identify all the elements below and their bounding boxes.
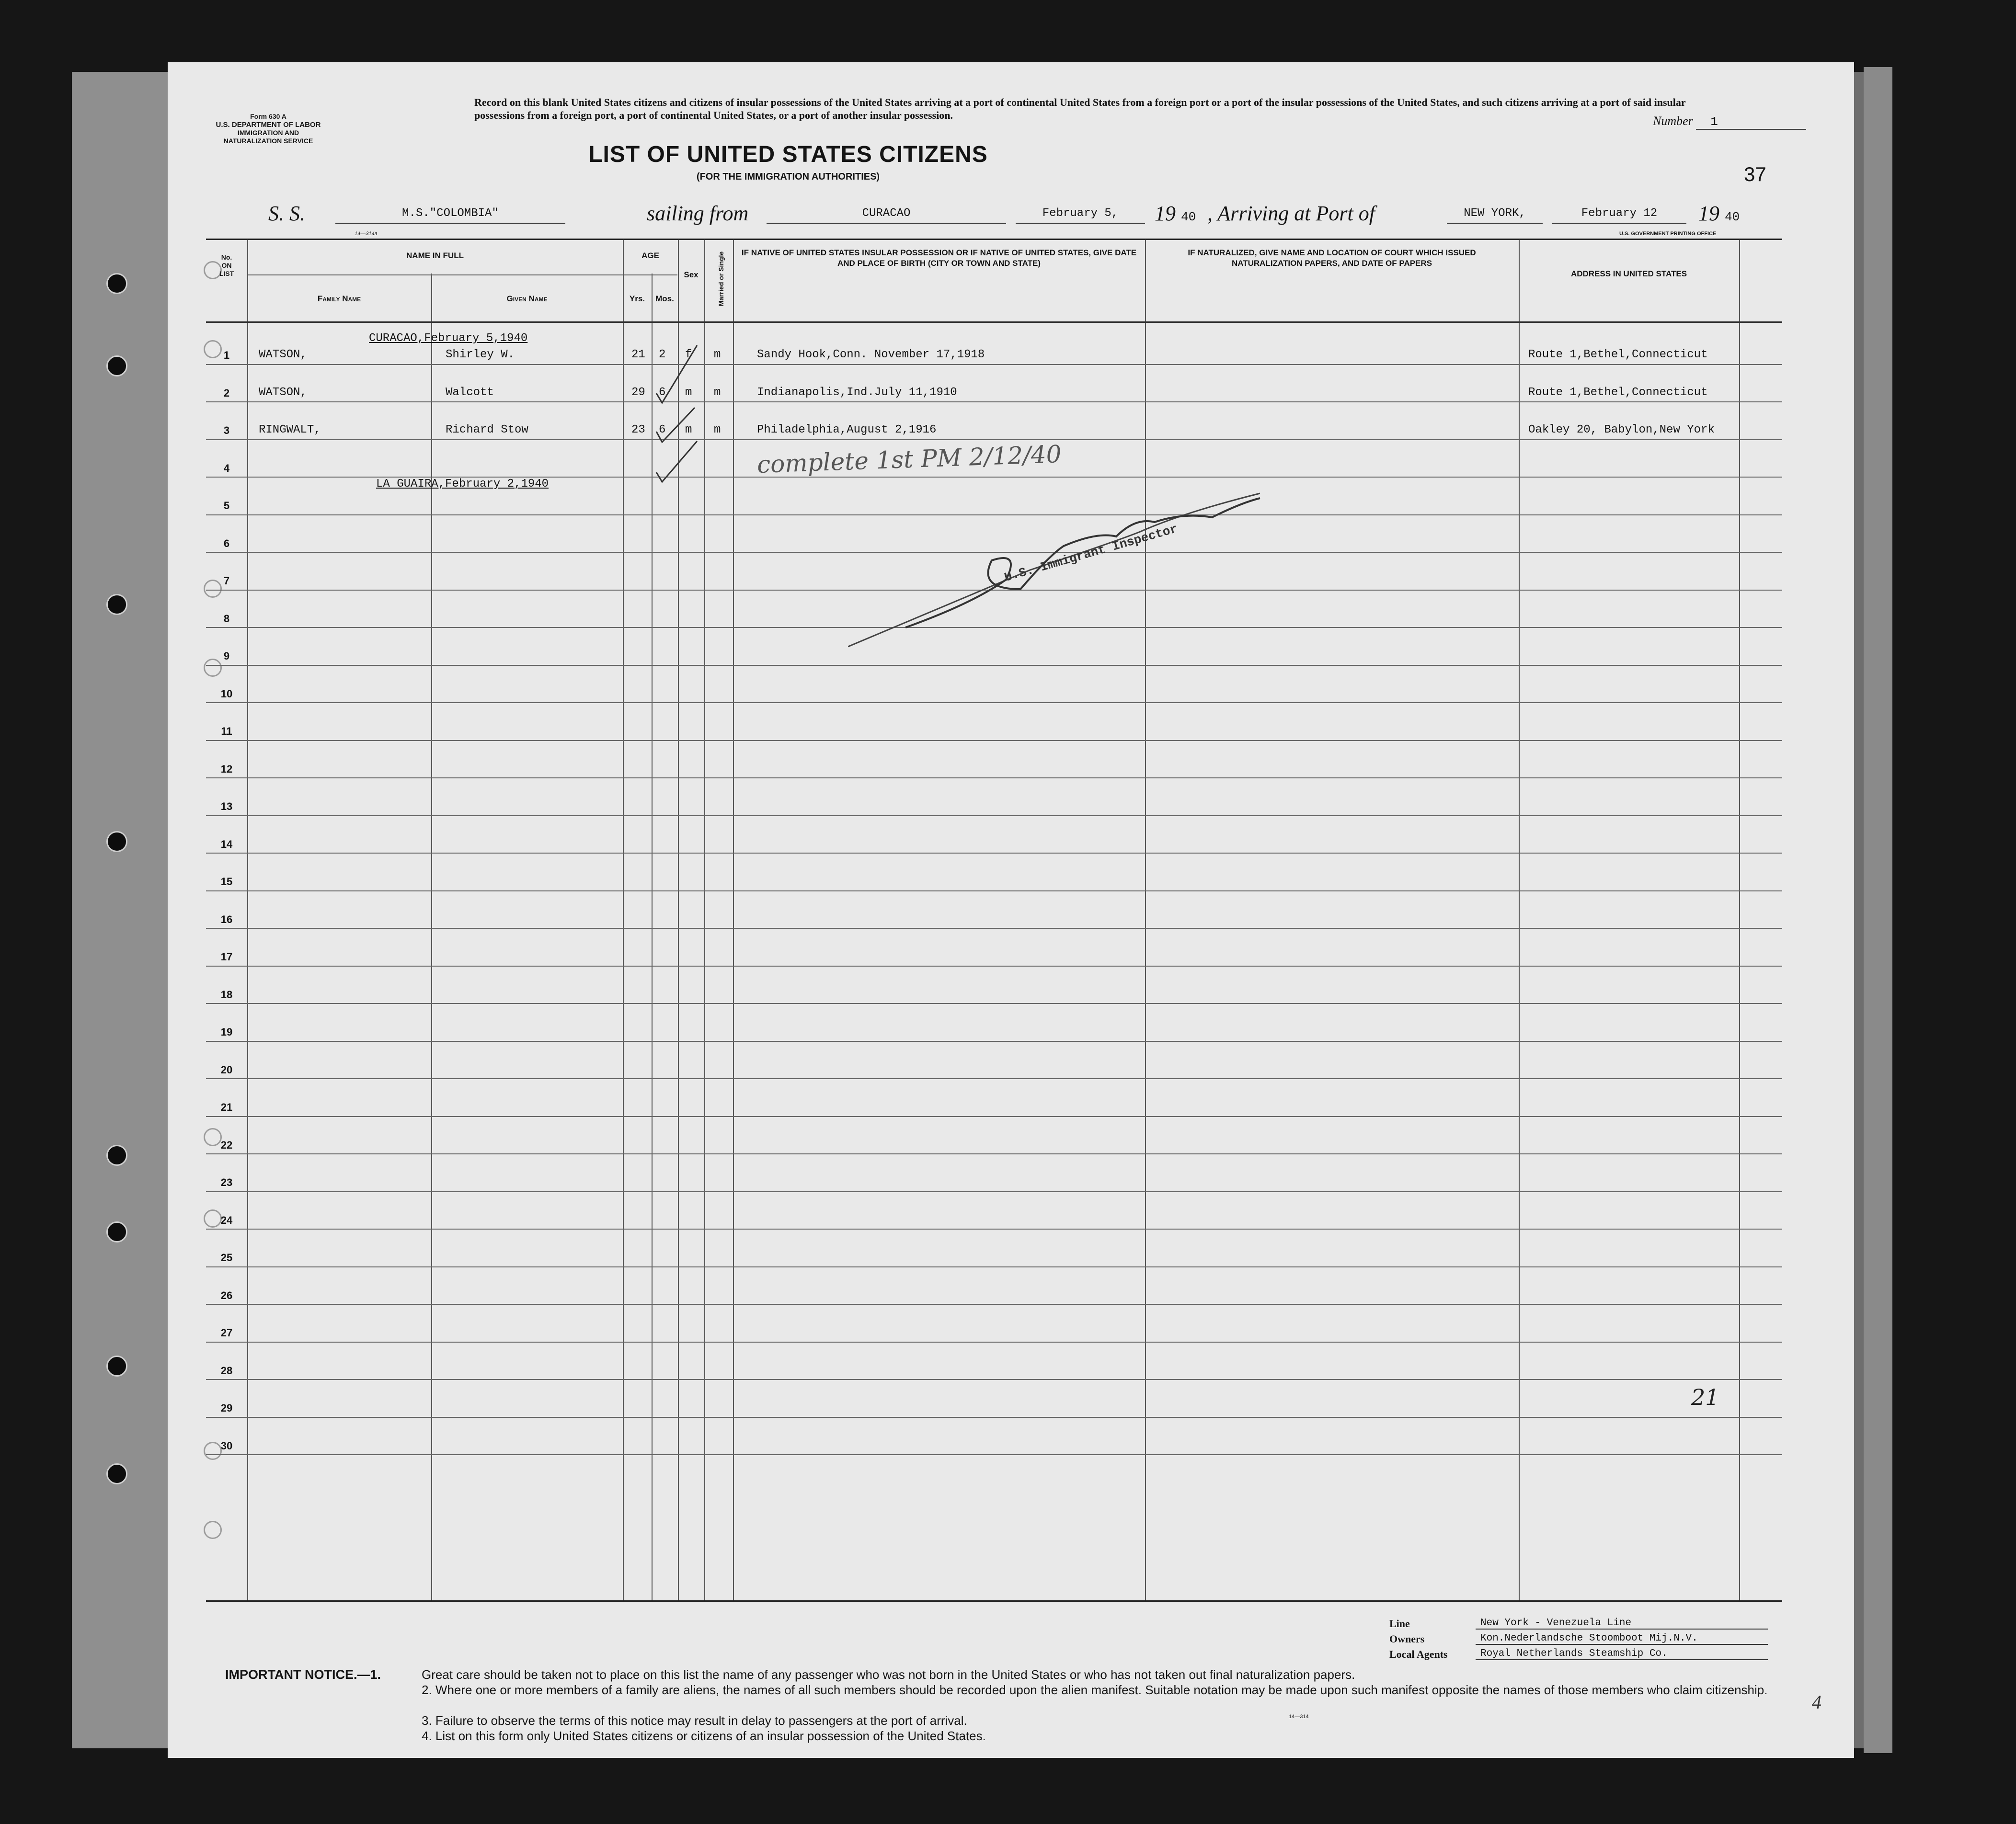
service-name-line1: IMMIGRATION AND xyxy=(237,129,299,137)
line-value: New York - Venezuela Line xyxy=(1476,1618,1768,1630)
sex-cell: m xyxy=(685,386,692,399)
corner-mark: 4 xyxy=(1812,1691,1821,1713)
notice-item-3: 3. Failure to observe the terms of this notice may result in delay to passengers at the port of arrival. xyxy=(422,1713,967,1728)
row-rule xyxy=(206,966,1782,967)
header-given-name: Given Name xyxy=(506,294,548,303)
row-number: 22 xyxy=(220,1139,233,1151)
row-number: 28 xyxy=(220,1364,233,1377)
arriving-label: , Arriving at Port of xyxy=(1207,202,1375,225)
birth-cell: Indianapolis,Ind.July 11,1910 xyxy=(757,386,957,399)
row-number: 4 xyxy=(223,462,230,474)
birth-cell: Sandy Hook,Conn. November 17,1918 xyxy=(757,348,985,361)
number-value: 1 xyxy=(1696,114,1806,130)
row-number: 12 xyxy=(220,763,233,775)
punch-hole xyxy=(106,1221,127,1243)
punch-hole xyxy=(106,1145,127,1166)
row-rule xyxy=(206,1078,1782,1079)
punch-hole xyxy=(106,355,127,376)
agents-value: Royal Netherlands Steamship Co. xyxy=(1476,1648,1768,1660)
header-no-on-list: No. ON LIST xyxy=(219,253,234,277)
row-number: 25 xyxy=(220,1252,233,1264)
form-code: 14—314a xyxy=(355,231,378,237)
agents-row xyxy=(1389,1648,1806,1664)
header-age: AGE xyxy=(641,251,659,260)
row-number: 30 xyxy=(220,1439,233,1452)
sex-cell: f xyxy=(685,348,692,361)
row-number: 19 xyxy=(220,1026,233,1038)
row-rule xyxy=(206,1003,1782,1004)
row-number: 11 xyxy=(221,725,232,737)
list-number xyxy=(1653,114,1806,130)
row-rule xyxy=(206,815,1782,816)
row-number: 24 xyxy=(220,1214,233,1226)
name-subhead-rule xyxy=(248,274,623,275)
departure-port: CURACAO xyxy=(767,207,1006,224)
notice-heading: IMPORTANT NOTICE.—1. xyxy=(225,1667,381,1682)
manifest-page xyxy=(168,62,1854,1758)
row-number: 6 xyxy=(223,537,230,549)
page-title: LIST OF UNITED STATES CITIZENS xyxy=(588,142,988,167)
header-naturalized: IF NATURALIZED, GIVE NAME AND LOCATION OF COURT WHICH ISSUED NATURALIZATION PAPERS, AND DATE OF PAPERS xyxy=(1188,248,1476,268)
row-rule xyxy=(206,740,1782,741)
page-subtitle: (FOR THE IMMIGRATION AUTHORITIES) xyxy=(696,171,880,182)
departure-date: February 5, xyxy=(1016,207,1145,224)
owners-label: Owners xyxy=(1389,1633,1425,1645)
arrival-year: 40 xyxy=(1725,210,1740,224)
given-name-cell: Richard Stow xyxy=(446,423,528,436)
row-number: 20 xyxy=(220,1063,233,1076)
inspector-stamp: U.S. Immigrant Inspector xyxy=(1003,521,1180,585)
row-rule xyxy=(206,1342,1782,1343)
given-name-cell: Walcott xyxy=(446,386,494,399)
row-number: 3 xyxy=(223,424,230,436)
row-rule xyxy=(206,702,1782,703)
agents-label: Local Agents xyxy=(1389,1648,1448,1660)
age-months-cell: 2 xyxy=(659,348,666,361)
col-divider xyxy=(733,240,734,1600)
header-married-single: Married or Single xyxy=(717,251,725,307)
owners-value: Kon.Nederlandsche Stoomboot Mij.N.V. xyxy=(1476,1633,1768,1645)
row-rule xyxy=(206,1304,1782,1305)
row-rule xyxy=(206,1379,1782,1380)
row-rule xyxy=(206,853,1782,854)
row-rule xyxy=(206,1229,1782,1230)
page-number: 37 xyxy=(1744,163,1766,185)
printer-imprint: U.S. GOVERNMENT PRINTING OFFICE xyxy=(1619,231,1717,237)
col-divider xyxy=(431,274,432,1600)
header-sex: Sex xyxy=(684,270,699,279)
header-family-name: Family Name xyxy=(317,294,361,303)
row-number: 26 xyxy=(220,1289,233,1301)
address-cell: Oakley 20, Babylon,New York xyxy=(1528,423,1715,436)
punch-hole xyxy=(106,1463,127,1484)
notice-item-2: 2. Where one or more members of a family are aliens, the names of all such members should be recorded upon the alien manifest. Suitable notation may be made upon such manifest opposite the names of those members who claim citizenship. xyxy=(422,1683,1768,1697)
header-name-in-full: NAME IN FULL xyxy=(406,251,464,260)
birth-cell: Philadelphia,August 2,1916 xyxy=(757,423,937,436)
sailing-label: sailing from xyxy=(647,202,749,225)
row-number: 8 xyxy=(223,612,230,625)
row-number: 18 xyxy=(220,988,233,1001)
age-years-cell: 29 xyxy=(631,386,645,399)
row-number: 10 xyxy=(220,687,233,700)
department-name: U.S. DEPARTMENT OF LABOR xyxy=(216,121,321,129)
row-number: 29 xyxy=(220,1402,233,1414)
number-label: Number xyxy=(1653,114,1693,128)
header-months: Mos. xyxy=(655,294,674,303)
row-number: 14 xyxy=(220,838,233,850)
owners-row xyxy=(1389,1633,1806,1648)
header-rule xyxy=(206,321,1782,323)
row-number: 27 xyxy=(220,1327,233,1339)
age-months-cell: 6 xyxy=(659,386,666,399)
row-rule xyxy=(206,1454,1782,1455)
row-rule xyxy=(206,1191,1782,1192)
family-name-cell: RINGWALT, xyxy=(259,423,321,436)
col-divider xyxy=(247,240,248,1600)
form-identifier xyxy=(196,113,340,145)
row-rule xyxy=(206,364,1782,365)
service-name-line2: NATURALIZATION SERVICE xyxy=(223,137,313,145)
col-divider xyxy=(1519,240,1520,1600)
row-rule xyxy=(206,1417,1782,1418)
header-birth: IF NATIVE OF UNITED STATES INSULAR POSSESSION OR IF NATIVE OF UNITED STATES, GIVE DATE AND PLACE OF BIRTH (CITY OR TOWN AND STATE) xyxy=(741,248,1137,268)
intro-text: Record on this blank United States citizens and citizens of insular possessions of the United States arriving at a port of continental United States from a foreign port or a port of the insular possessions of the United States, and such citizens arriving at a port of said insular possessions from a foreign port, a port of continental United States, or a port of another insular possession. xyxy=(474,96,1686,121)
header-address: ADDRESS IN UNITED STATES xyxy=(1570,269,1687,278)
ss-label: S. S. xyxy=(268,202,305,225)
check-mark xyxy=(656,408,695,442)
row-number: 16 xyxy=(220,913,233,925)
col-divider xyxy=(1145,240,1146,1600)
sex-cell: m xyxy=(685,423,692,436)
given-name-cell: Shirley W. xyxy=(446,348,515,361)
age-years-cell: 23 xyxy=(631,423,645,436)
row-number: 1 xyxy=(223,349,230,361)
arrival-port: NEW YORK, xyxy=(1447,207,1543,224)
line-row xyxy=(1389,1618,1806,1633)
ship-name: M.S."COLOMBIA" xyxy=(335,207,565,224)
col-divider xyxy=(623,240,624,1600)
age-months-cell: 6 xyxy=(659,423,666,436)
notice-item-1: Great care should be taken not to place on this list the name of any passenger who was not born in the United States or who has not taken out final naturalization papers. xyxy=(422,1667,1355,1682)
line-label: Line xyxy=(1389,1618,1410,1630)
line-owner-block xyxy=(1389,1618,1806,1664)
row-rule xyxy=(206,1041,1782,1042)
col-divider xyxy=(1739,240,1740,1600)
row-number: 2 xyxy=(223,387,230,399)
check-mark xyxy=(656,441,697,482)
year-prefix: 19 xyxy=(1155,202,1176,225)
row-number: 17 xyxy=(220,951,233,963)
address-cell: Route 1,Bethel,Connecticut xyxy=(1528,348,1708,361)
row-number: 9 xyxy=(223,650,230,662)
row-rule xyxy=(206,777,1782,778)
port-note-curacao: CURACAO,February 5,1940 xyxy=(369,332,528,345)
punch-hole xyxy=(106,831,127,852)
row-rule xyxy=(206,1266,1782,1267)
row-rule xyxy=(206,439,1782,440)
row-number: 13 xyxy=(220,800,233,812)
row-rule xyxy=(206,890,1782,891)
row-number: 7 xyxy=(223,575,230,587)
footer-form-code: 14—314 xyxy=(1289,1714,1309,1720)
family-name-cell: WATSON, xyxy=(259,386,307,399)
row-number: 15 xyxy=(220,876,233,888)
row-number: 21 xyxy=(220,1101,233,1113)
marital-status-cell: m xyxy=(714,348,721,361)
row-rule xyxy=(206,1116,1782,1117)
row-number: 5 xyxy=(223,500,230,512)
family-name-cell: WATSON, xyxy=(259,348,307,361)
marital-status-cell: m xyxy=(714,386,721,399)
row-rule xyxy=(206,928,1782,929)
handwritten-note: complete 1st PM 2/12/40 xyxy=(756,440,1062,479)
row-rule xyxy=(206,1153,1782,1154)
punch-hole xyxy=(106,1356,127,1377)
departure-year: 40 xyxy=(1181,210,1196,224)
row-rule xyxy=(206,401,1782,402)
arrival-date: February 12 xyxy=(1552,207,1686,224)
age-subhead-rule xyxy=(624,274,677,275)
header-years: Yrs. xyxy=(629,294,645,303)
notice-item-4: 4. List on this form only United States citizens or citizens of an insular possession of the United States. xyxy=(422,1729,986,1743)
check-mark xyxy=(656,345,697,403)
age-years-cell: 21 xyxy=(631,348,645,361)
year-prefix-arrival: 19 xyxy=(1698,202,1719,225)
punch-hole xyxy=(106,594,127,615)
port-note-la-guaira: LA GUAIRA,February 2,1940 xyxy=(376,478,549,490)
margin-tally: 21 xyxy=(1691,1384,1719,1410)
marital-status-cell: m xyxy=(714,423,721,436)
address-cell: Route 1,Bethel,Connecticut xyxy=(1528,386,1708,399)
punch-hole xyxy=(106,273,127,294)
row-rule xyxy=(206,665,1782,666)
inspector-signature xyxy=(848,484,1270,656)
check-marks xyxy=(652,336,709,508)
stacked-pages-edge xyxy=(1864,67,1892,1753)
form-number: Form 630 A xyxy=(250,113,286,120)
row-number: 23 xyxy=(220,1176,233,1188)
